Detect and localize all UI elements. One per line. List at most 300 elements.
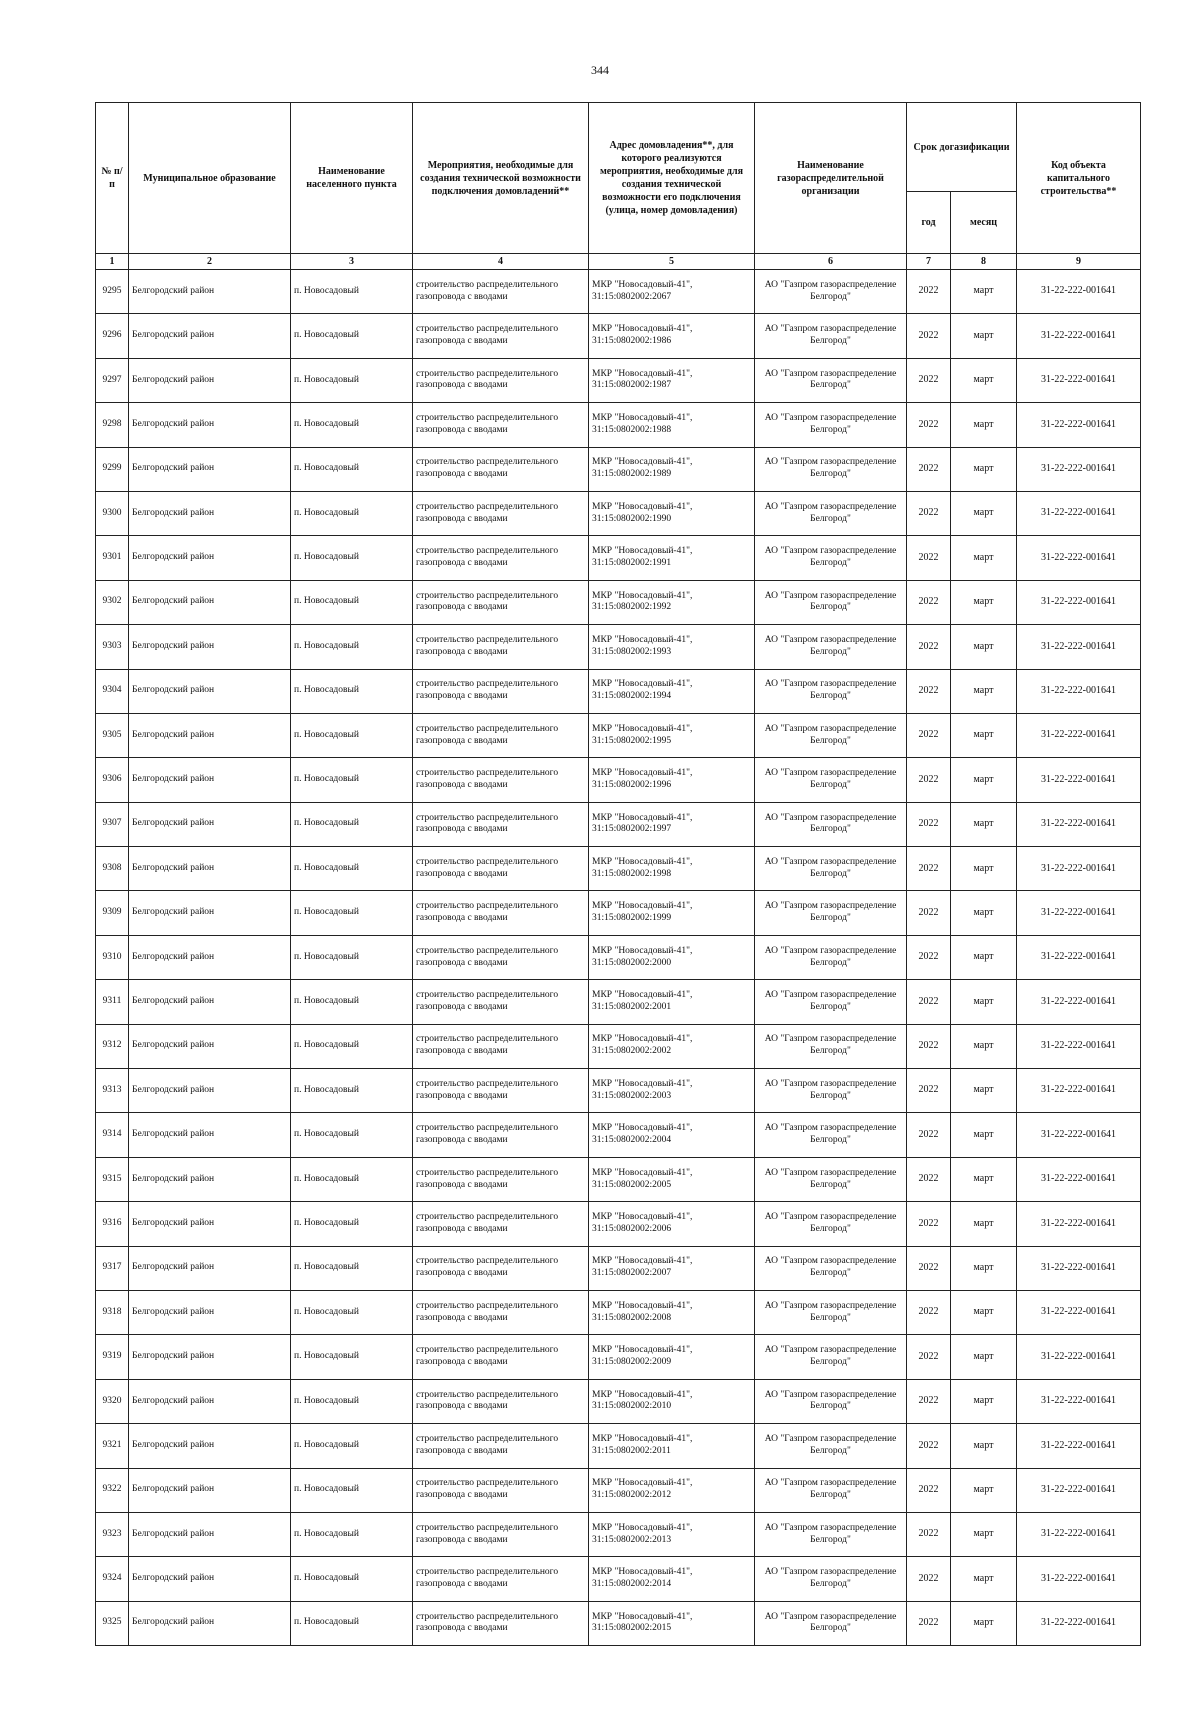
cell-organization: АО "Газпром газораспределение Белгород" (755, 1468, 907, 1512)
cell-settlement: п. Новосадовый (291, 1335, 413, 1379)
cell-year: 2022 (907, 1468, 951, 1512)
cell-month: март (951, 1246, 1017, 1290)
cell-municipality: Белгородский район (129, 1246, 291, 1290)
cell-object-code: 31-22-222-001641 (1017, 713, 1141, 757)
table-row (96, 447, 1141, 491)
header-col-activity: Мероприятия, необходимые для создания технической возможности подключения домовладений** (413, 103, 589, 254)
cell-organization: АО "Газпром газораспределение Белгород" (755, 580, 907, 624)
cell-municipality: Белгородский район (129, 270, 291, 314)
cell-month: март (951, 1157, 1017, 1201)
header-col-settlement: Наименование населенного пункта (291, 103, 413, 254)
column-numbers-row (96, 254, 1141, 270)
header-col-municipality: Муниципальное образование (129, 103, 291, 254)
table-row (96, 758, 1141, 802)
table-row (96, 1246, 1141, 1290)
cell-activity: строительство распределительного газопровода с вводами (413, 1468, 589, 1512)
cell-municipality: Белгородский район (129, 1468, 291, 1512)
cell-object-code: 31-22-222-001641 (1017, 1468, 1141, 1512)
table-row (96, 1335, 1141, 1379)
cell-settlement: п. Новосадовый (291, 491, 413, 535)
cell-organization: АО "Газпром газораспределение Белгород" (755, 314, 907, 358)
column-number: 3 (291, 254, 413, 270)
cell-object-code: 31-22-222-001641 (1017, 625, 1141, 669)
table-row (96, 891, 1141, 935)
cell-municipality: Белгородский район (129, 1113, 291, 1157)
cell-month: март (951, 1202, 1017, 1246)
cell-activity: строительство распределительного газопровода с вводами (413, 1157, 589, 1201)
cell-activity: строительство распределительного газопровода с вводами (413, 1024, 589, 1068)
table-row (96, 270, 1141, 314)
cell-address: МКР "Новосадовый-41", 31:15:0802002:1995 (589, 713, 755, 757)
cell-year: 2022 (907, 314, 951, 358)
cell-month: март (951, 1424, 1017, 1468)
cell-object-code: 31-22-222-001641 (1017, 536, 1141, 580)
cell-month: март (951, 1512, 1017, 1556)
cell-object-code: 31-22-222-001641 (1017, 935, 1141, 979)
table-body (96, 270, 1141, 1646)
cell-settlement: п. Новосадовый (291, 358, 413, 402)
cell-address: МКР "Новосадовый-41", 31:15:0802002:2002 (589, 1024, 755, 1068)
cell-municipality: Белгородский район (129, 625, 291, 669)
cell-object-code: 31-22-222-001641 (1017, 1424, 1141, 1468)
cell-address: МКР "Новосадовый-41", 31:15:0802002:2006 (589, 1202, 755, 1246)
cell-activity: строительство распределительного газопровода с вводами (413, 1113, 589, 1157)
cell-settlement: п. Новосадовый (291, 403, 413, 447)
cell-address: МКР "Новосадовый-41", 31:15:0802002:2000 (589, 935, 755, 979)
cell-settlement: п. Новосадовый (291, 580, 413, 624)
cell-year: 2022 (907, 491, 951, 535)
cell-month: март (951, 669, 1017, 713)
cell-activity: строительство распределительного газопровода с вводами (413, 713, 589, 757)
gasification-register-table (95, 102, 1141, 1646)
cell-organization: АО "Газпром газораспределение Белгород" (755, 935, 907, 979)
cell-year: 2022 (907, 713, 951, 757)
table-row (96, 1557, 1141, 1601)
table-row (96, 314, 1141, 358)
cell-number: 9320 (96, 1379, 129, 1423)
column-number: 1 (96, 254, 129, 270)
table-row (96, 1113, 1141, 1157)
cell-activity: строительство распределительного газопровода с вводами (413, 802, 589, 846)
cell-settlement: п. Новосадовый (291, 1024, 413, 1068)
cell-municipality: Белгородский район (129, 1202, 291, 1246)
column-number: 6 (755, 254, 907, 270)
cell-address: МКР "Новосадовый-41", 31:15:0802002:1993 (589, 625, 755, 669)
cell-organization: АО "Газпром газораспределение Белгород" (755, 1512, 907, 1556)
cell-object-code: 31-22-222-001641 (1017, 1379, 1141, 1423)
table-row (96, 935, 1141, 979)
header-col-organization: Наименование газораспределительной организации (755, 103, 907, 254)
header-col-year: год (907, 192, 951, 254)
cell-year: 2022 (907, 847, 951, 891)
cell-activity: строительство распределительного газопровода с вводами (413, 314, 589, 358)
cell-activity: строительство распределительного газопровода с вводами (413, 980, 589, 1024)
table-row (96, 1601, 1141, 1645)
cell-organization: АО "Газпром газораспределение Белгород" (755, 1379, 907, 1423)
cell-number: 9300 (96, 491, 129, 535)
cell-month: март (951, 1379, 1017, 1423)
cell-settlement: п. Новосадовый (291, 1557, 413, 1601)
cell-activity: строительство распределительного газопровода с вводами (413, 1246, 589, 1290)
cell-organization: АО "Газпром газораспределение Белгород" (755, 1202, 907, 1246)
cell-object-code: 31-22-222-001641 (1017, 847, 1141, 891)
cell-object-code: 31-22-222-001641 (1017, 1069, 1141, 1113)
table-row (96, 491, 1141, 535)
cell-settlement: п. Новосадовый (291, 1202, 413, 1246)
cell-address: МКР "Новосадовый-41", 31:15:0802002:1996 (589, 758, 755, 802)
cell-month: март (951, 536, 1017, 580)
cell-municipality: Белгородский район (129, 935, 291, 979)
cell-settlement: п. Новосадовый (291, 1157, 413, 1201)
cell-year: 2022 (907, 1202, 951, 1246)
cell-number: 9325 (96, 1601, 129, 1645)
cell-activity: строительство распределительного газопровода с вводами (413, 847, 589, 891)
cell-activity: строительство распределительного газопровода с вводами (413, 625, 589, 669)
cell-year: 2022 (907, 980, 951, 1024)
cell-organization: АО "Газпром газораспределение Белгород" (755, 1557, 907, 1601)
cell-number: 9314 (96, 1113, 129, 1157)
cell-month: март (951, 314, 1017, 358)
cell-address: МКР "Новосадовый-41", 31:15:0802002:1994 (589, 669, 755, 713)
cell-address: МКР "Новосадовый-41", 31:15:0802002:2009 (589, 1335, 755, 1379)
cell-address: МКР "Новосадовый-41", 31:15:0802002:2015 (589, 1601, 755, 1645)
cell-organization: АО "Газпром газораспределение Белгород" (755, 358, 907, 402)
cell-organization: АО "Газпром газораспределение Белгород" (755, 403, 907, 447)
cell-address: МКР "Новосадовый-41", 31:15:0802002:1992 (589, 580, 755, 624)
cell-address: МКР "Новосадовый-41", 31:15:0802002:1986 (589, 314, 755, 358)
cell-organization: АО "Газпром газораспределение Белгород" (755, 536, 907, 580)
cell-year: 2022 (907, 1512, 951, 1556)
cell-year: 2022 (907, 625, 951, 669)
cell-settlement: п. Новосадовый (291, 1468, 413, 1512)
cell-address: МКР "Новосадовый-41", 31:15:0802002:2003 (589, 1069, 755, 1113)
cell-object-code: 31-22-222-001641 (1017, 1024, 1141, 1068)
cell-number: 9299 (96, 447, 129, 491)
cell-activity: строительство распределительного газопровода с вводами (413, 270, 589, 314)
cell-municipality: Белгородский район (129, 1601, 291, 1645)
cell-organization: АО "Газпром газораспределение Белгород" (755, 847, 907, 891)
cell-object-code: 31-22-222-001641 (1017, 758, 1141, 802)
column-number: 9 (1017, 254, 1141, 270)
cell-activity: строительство распределительного газопровода с вводами (413, 447, 589, 491)
cell-object-code: 31-22-222-001641 (1017, 1113, 1141, 1157)
cell-address: МКР "Новосадовый-41", 31:15:0802002:1997 (589, 802, 755, 846)
cell-address: МКР "Новосадовый-41", 31:15:0802002:2004 (589, 1113, 755, 1157)
cell-object-code: 31-22-222-001641 (1017, 1512, 1141, 1556)
cell-settlement: п. Новосадовый (291, 980, 413, 1024)
cell-month: март (951, 580, 1017, 624)
cell-object-code: 31-22-222-001641 (1017, 980, 1141, 1024)
cell-municipality: Белгородский район (129, 403, 291, 447)
cell-organization: АО "Газпром газораспределение Белгород" (755, 1601, 907, 1645)
cell-number: 9317 (96, 1246, 129, 1290)
table-row (96, 847, 1141, 891)
cell-year: 2022 (907, 1601, 951, 1645)
table-row (96, 669, 1141, 713)
cell-municipality: Белгородский район (129, 802, 291, 846)
cell-activity: строительство распределительного газопровода с вводами (413, 358, 589, 402)
cell-activity: строительство распределительного газопровода с вводами (413, 1335, 589, 1379)
table-row (96, 403, 1141, 447)
cell-number: 9309 (96, 891, 129, 935)
cell-month: март (951, 1557, 1017, 1601)
cell-organization: АО "Газпром газораспределение Белгород" (755, 491, 907, 535)
cell-year: 2022 (907, 1424, 951, 1468)
cell-activity: строительство распределительного газопровода с вводами (413, 536, 589, 580)
cell-year: 2022 (907, 1069, 951, 1113)
cell-year: 2022 (907, 270, 951, 314)
cell-settlement: п. Новосадовый (291, 669, 413, 713)
cell-activity: строительство распределительного газопровода с вводами (413, 1202, 589, 1246)
cell-month: март (951, 403, 1017, 447)
cell-address: МКР "Новосадовый-41", 31:15:0802002:1988 (589, 403, 755, 447)
cell-municipality: Белгородский район (129, 1157, 291, 1201)
table-row (96, 1424, 1141, 1468)
cell-month: март (951, 1113, 1017, 1157)
cell-municipality: Белгородский район (129, 491, 291, 535)
cell-address: МКР "Новосадовый-41", 31:15:0802002:2008 (589, 1290, 755, 1334)
cell-settlement: п. Новосадовый (291, 536, 413, 580)
cell-year: 2022 (907, 403, 951, 447)
cell-settlement: п. Новосадовый (291, 1379, 413, 1423)
column-number: 2 (129, 254, 291, 270)
cell-settlement: п. Новосадовый (291, 270, 413, 314)
cell-object-code: 31-22-222-001641 (1017, 1202, 1141, 1246)
cell-settlement: п. Новосадовый (291, 758, 413, 802)
cell-month: март (951, 1024, 1017, 1068)
cell-year: 2022 (907, 580, 951, 624)
table-row (96, 1512, 1141, 1556)
cell-activity: строительство распределительного газопровода с вводами (413, 491, 589, 535)
cell-organization: АО "Газпром газораспределение Белгород" (755, 1290, 907, 1334)
cell-activity: строительство распределительного газопровода с вводами (413, 1290, 589, 1334)
cell-address: МКР "Новосадовый-41", 31:15:0802002:2001 (589, 980, 755, 1024)
cell-object-code: 31-22-222-001641 (1017, 1557, 1141, 1601)
cell-number: 9322 (96, 1468, 129, 1512)
column-number: 5 (589, 254, 755, 270)
cell-organization: АО "Газпром газораспределение Белгород" (755, 758, 907, 802)
cell-municipality: Белгородский район (129, 847, 291, 891)
cell-municipality: Белгородский район (129, 536, 291, 580)
cell-month: март (951, 491, 1017, 535)
cell-settlement: п. Новосадовый (291, 1113, 413, 1157)
cell-activity: строительство распределительного газопровода с вводами (413, 1424, 589, 1468)
cell-year: 2022 (907, 1024, 951, 1068)
cell-activity: строительство распределительного газопровода с вводами (413, 403, 589, 447)
header-col-month: месяц (951, 192, 1017, 254)
cell-municipality: Белгородский район (129, 713, 291, 757)
cell-municipality: Белгородский район (129, 1424, 291, 1468)
cell-address: МКР "Новосадовый-41", 31:15:0802002:1991 (589, 536, 755, 580)
cell-month: март (951, 447, 1017, 491)
cell-organization: АО "Газпром газораспределение Белгород" (755, 625, 907, 669)
cell-number: 9316 (96, 1202, 129, 1246)
cell-settlement: п. Новосадовый (291, 1246, 413, 1290)
cell-settlement: п. Новосадовый (291, 314, 413, 358)
cell-organization: АО "Газпром газораспределение Белгород" (755, 802, 907, 846)
cell-month: март (951, 891, 1017, 935)
cell-object-code: 31-22-222-001641 (1017, 447, 1141, 491)
cell-object-code: 31-22-222-001641 (1017, 1290, 1141, 1334)
cell-municipality: Белгородский район (129, 980, 291, 1024)
cell-year: 2022 (907, 1379, 951, 1423)
table-row (96, 980, 1141, 1024)
cell-number: 9323 (96, 1512, 129, 1556)
cell-organization: АО "Газпром газораспределение Белгород" (755, 1113, 907, 1157)
cell-number: 9298 (96, 403, 129, 447)
cell-address: МКР "Новосадовый-41", 31:15:0802002:2067 (589, 270, 755, 314)
cell-organization: АО "Газпром газораспределение Белгород" (755, 270, 907, 314)
cell-address: МКР "Новосадовый-41", 31:15:0802002:1987 (589, 358, 755, 402)
cell-year: 2022 (907, 1335, 951, 1379)
cell-year: 2022 (907, 669, 951, 713)
cell-month: март (951, 1335, 1017, 1379)
cell-year: 2022 (907, 447, 951, 491)
cell-object-code: 31-22-222-001641 (1017, 1601, 1141, 1645)
cell-activity: строительство распределительного газопровода с вводами (413, 935, 589, 979)
cell-month: март (951, 713, 1017, 757)
cell-address: МКР "Новосадовый-41", 31:15:0802002:2013 (589, 1512, 755, 1556)
cell-number: 9311 (96, 980, 129, 1024)
cell-month: март (951, 758, 1017, 802)
cell-settlement: п. Новосадовый (291, 1601, 413, 1645)
table-row (96, 1157, 1141, 1201)
table-row (96, 713, 1141, 757)
table-row (96, 580, 1141, 624)
cell-municipality: Белгородский район (129, 580, 291, 624)
cell-address: МКР "Новосадовый-41", 31:15:0802002:1989 (589, 447, 755, 491)
cell-organization: АО "Газпром газораспределение Белгород" (755, 1069, 907, 1113)
cell-year: 2022 (907, 536, 951, 580)
column-number: 8 (951, 254, 1017, 270)
table-row (96, 1024, 1141, 1068)
cell-municipality: Белгородский район (129, 1335, 291, 1379)
cell-number: 9312 (96, 1024, 129, 1068)
cell-settlement: п. Новосадовый (291, 1512, 413, 1556)
cell-activity: строительство распределительного газопровода с вводами (413, 1601, 589, 1645)
cell-activity: строительство распределительного газопровода с вводами (413, 1379, 589, 1423)
cell-address: МКР "Новосадовый-41", 31:15:0802002:2014 (589, 1557, 755, 1601)
column-number: 7 (907, 254, 951, 270)
cell-year: 2022 (907, 891, 951, 935)
cell-organization: АО "Газпром газораспределение Белгород" (755, 980, 907, 1024)
cell-year: 2022 (907, 1246, 951, 1290)
table-row (96, 625, 1141, 669)
column-number: 4 (413, 254, 589, 270)
cell-object-code: 31-22-222-001641 (1017, 403, 1141, 447)
cell-address: МКР "Новосадовый-41", 31:15:0802002:1998 (589, 847, 755, 891)
cell-number: 9301 (96, 536, 129, 580)
table-row (96, 1202, 1141, 1246)
table-row (96, 1069, 1141, 1113)
cell-month: март (951, 802, 1017, 846)
cell-address: МКР "Новосадовый-41", 31:15:0802002:2010 (589, 1379, 755, 1423)
cell-activity: строительство распределительного газопровода с вводами (413, 1557, 589, 1601)
cell-number: 9313 (96, 1069, 129, 1113)
cell-municipality: Белгородский район (129, 447, 291, 491)
cell-activity: строительство распределительного газопровода с вводами (413, 580, 589, 624)
cell-object-code: 31-22-222-001641 (1017, 1157, 1141, 1201)
cell-settlement: п. Новосадовый (291, 891, 413, 935)
table-row (96, 1468, 1141, 1512)
cell-object-code: 31-22-222-001641 (1017, 1335, 1141, 1379)
cell-municipality: Белгородский район (129, 314, 291, 358)
cell-settlement: п. Новосадовый (291, 1290, 413, 1334)
table-row (96, 802, 1141, 846)
cell-organization: АО "Газпром газораспределение Белгород" (755, 891, 907, 935)
cell-number: 9324 (96, 1557, 129, 1601)
cell-municipality: Белгородский район (129, 758, 291, 802)
table-row (96, 536, 1141, 580)
cell-municipality: Белгородский район (129, 669, 291, 713)
cell-object-code: 31-22-222-001641 (1017, 891, 1141, 935)
cell-month: март (951, 935, 1017, 979)
cell-municipality: Белгородский район (129, 1024, 291, 1068)
cell-municipality: Белгородский район (129, 1512, 291, 1556)
header-col-number: № п/п (96, 103, 129, 254)
cell-organization: АО "Газпром газораспределение Белгород" (755, 447, 907, 491)
cell-municipality: Белгородский район (129, 1557, 291, 1601)
cell-organization: АО "Газпром газораспределение Белгород" (755, 1424, 907, 1468)
table-row (96, 358, 1141, 402)
cell-settlement: п. Новосадовый (291, 625, 413, 669)
cell-year: 2022 (907, 802, 951, 846)
cell-month: март (951, 847, 1017, 891)
cell-organization: АО "Газпром газораспределение Белгород" (755, 1024, 907, 1068)
cell-year: 2022 (907, 1113, 951, 1157)
cell-organization: АО "Газпром газораспределение Белгород" (755, 1246, 907, 1290)
cell-number: 9307 (96, 802, 129, 846)
cell-object-code: 31-22-222-001641 (1017, 358, 1141, 402)
cell-number: 9303 (96, 625, 129, 669)
cell-number: 9304 (96, 669, 129, 713)
cell-year: 2022 (907, 1557, 951, 1601)
cell-activity: строительство распределительного газопровода с вводами (413, 891, 589, 935)
header-col-object-code: Код объекта капитального строительства** (1017, 103, 1141, 254)
cell-settlement: п. Новосадовый (291, 935, 413, 979)
table-row (96, 1290, 1141, 1334)
cell-number: 9297 (96, 358, 129, 402)
header-col-address: Адрес домовладения**, для которого реализуются мероприятия, необходимые для создания технической возможности его подключения (улица, номер домовладения) (589, 103, 755, 254)
cell-address: МКР "Новосадовый-41", 31:15:0802002:2007 (589, 1246, 755, 1290)
cell-month: март (951, 1468, 1017, 1512)
cell-number: 9306 (96, 758, 129, 802)
cell-settlement: п. Новосадовый (291, 1069, 413, 1113)
cell-address: МКР "Новосадовый-41", 31:15:0802002:2011 (589, 1424, 755, 1468)
cell-settlement: п. Новосадовый (291, 713, 413, 757)
cell-object-code: 31-22-222-001641 (1017, 270, 1141, 314)
cell-municipality: Белгородский район (129, 1379, 291, 1423)
cell-number: 9318 (96, 1290, 129, 1334)
cell-year: 2022 (907, 1157, 951, 1201)
cell-address: МКР "Новосадовый-41", 31:15:0802002:2012 (589, 1468, 755, 1512)
cell-settlement: п. Новосадовый (291, 847, 413, 891)
cell-number: 9305 (96, 713, 129, 757)
cell-number: 9321 (96, 1424, 129, 1468)
cell-object-code: 31-22-222-001641 (1017, 802, 1141, 846)
table-header (96, 103, 1141, 270)
cell-year: 2022 (907, 1290, 951, 1334)
cell-address: МКР "Новосадовый-41", 31:15:0802002:1990 (589, 491, 755, 535)
cell-settlement: п. Новосадовый (291, 1424, 413, 1468)
cell-object-code: 31-22-222-001641 (1017, 491, 1141, 535)
cell-municipality: Белгородский район (129, 1290, 291, 1334)
cell-organization: АО "Газпром газораспределение Белгород" (755, 669, 907, 713)
cell-organization: АО "Газпром газораспределение Белгород" (755, 713, 907, 757)
cell-month: март (951, 1069, 1017, 1113)
cell-organization: АО "Газпром газораспределение Белгород" (755, 1335, 907, 1379)
cell-activity: строительство распределительного газопровода с вводами (413, 669, 589, 713)
